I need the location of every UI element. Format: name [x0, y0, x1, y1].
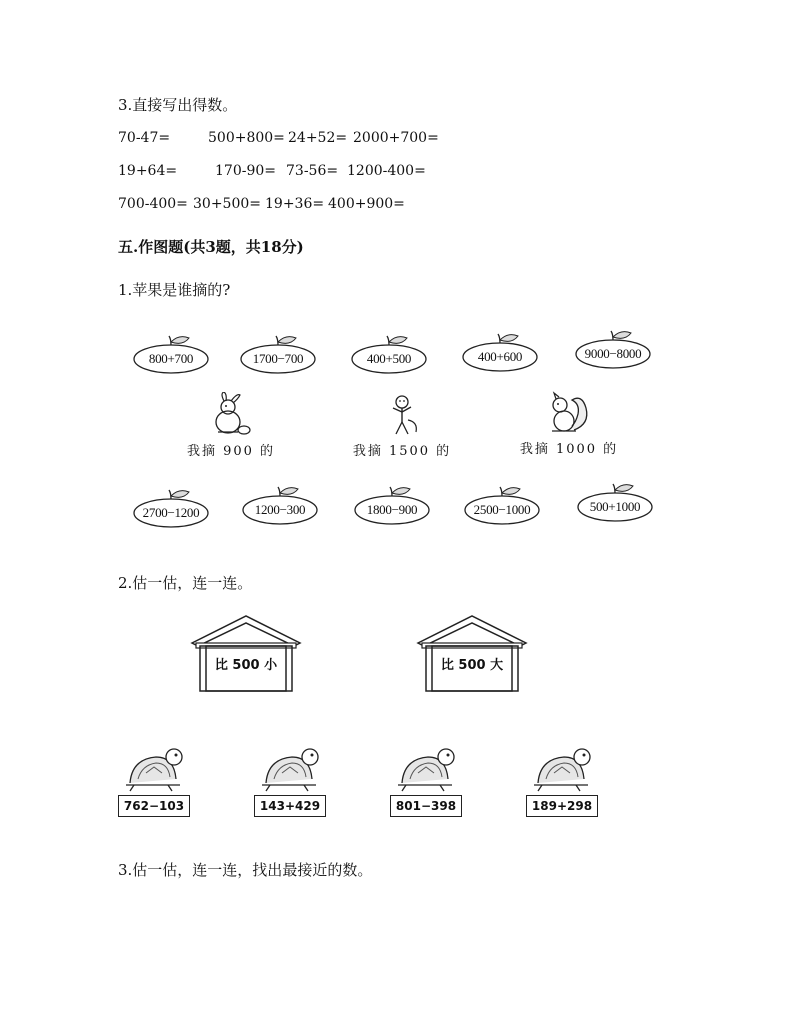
squirrel-icon	[544, 390, 594, 436]
section-title: 五.作图题(共3题，共18分)	[118, 238, 304, 256]
monkey-icon	[377, 392, 427, 438]
turtle-expression: 762−103	[118, 795, 190, 817]
apple[interactable]	[352, 484, 432, 526]
apple-expression: 400+600	[477, 349, 523, 364]
apple-expression: 9000−8000	[584, 346, 642, 361]
expression: 170-90=	[215, 163, 276, 179]
expression: 24+52=	[288, 130, 348, 146]
animal-caption: 我摘 1500 的	[352, 444, 452, 459]
apple[interactable]	[131, 333, 211, 375]
apple-expression: 500+1000	[589, 499, 641, 514]
apple[interactable]	[575, 481, 655, 523]
house-greater-than-500[interactable]	[414, 613, 530, 693]
q3-title: 3.直接写出得数。	[118, 96, 238, 114]
house-label: 比 500 大	[440, 658, 504, 673]
apple[interactable]	[349, 333, 429, 375]
turtle-icon	[124, 743, 186, 793]
animal-monkey[interactable]	[347, 392, 457, 459]
animal-squirrel[interactable]	[514, 390, 624, 457]
p3-title: 3.估一估，连一连，找出最接近的数。	[118, 861, 373, 879]
expression: 400+900=	[328, 196, 405, 212]
house-label: 比 500 小	[214, 658, 278, 673]
expression: 73-56=	[286, 163, 339, 179]
p1-title: 1.苹果是谁摘的?	[118, 281, 231, 299]
rabbit-icon	[206, 392, 256, 438]
animal-caption: 我摘 900 的	[186, 444, 276, 459]
apple[interactable]	[240, 484, 320, 526]
animal-caption: 我摘 1000 的	[519, 442, 619, 457]
house-icon	[414, 613, 530, 693]
turtle-card[interactable]	[254, 743, 328, 817]
apple-expression: 1200−300	[254, 502, 306, 517]
turtle-expression: 189+298	[526, 795, 598, 817]
turtle-expression: 801−398	[390, 795, 462, 817]
apple-expression: 1700−700	[252, 351, 304, 366]
expression: 700-400=	[118, 196, 188, 212]
turtle-card[interactable]	[526, 743, 600, 817]
expression: 19+36=	[265, 196, 325, 212]
apple-expression: 400+500	[366, 351, 412, 366]
expression: 19+64=	[118, 163, 178, 179]
house-icon	[188, 613, 304, 693]
apple-expression: 800+700	[148, 351, 194, 366]
apple[interactable]	[238, 333, 318, 375]
apple[interactable]	[462, 484, 542, 526]
turtle-icon	[260, 743, 322, 793]
expression: 500+800=	[208, 130, 285, 146]
expression: 30+500=	[193, 196, 261, 212]
turtle-icon	[396, 743, 458, 793]
apple[interactable]	[460, 331, 540, 373]
apple[interactable]	[131, 487, 211, 529]
turtle-icon	[532, 743, 594, 793]
expression: 2000+700=	[353, 130, 439, 146]
p2-title: 2.估一估，连一连。	[118, 574, 253, 592]
house-less-than-500[interactable]	[188, 613, 304, 693]
animal-rabbit[interactable]	[176, 392, 286, 459]
apple-expression: 1800−900	[366, 502, 418, 517]
turtle-card[interactable]	[390, 743, 464, 817]
apple-expression: 2500−1000	[473, 502, 531, 517]
turtle-card[interactable]	[118, 743, 192, 817]
expression: 1200-400=	[347, 163, 426, 179]
apple-expression: 2700−1200	[142, 505, 200, 520]
expression: 70-47=	[118, 130, 171, 146]
turtle-expression: 143+429	[254, 795, 326, 817]
apple[interactable]	[573, 328, 653, 370]
